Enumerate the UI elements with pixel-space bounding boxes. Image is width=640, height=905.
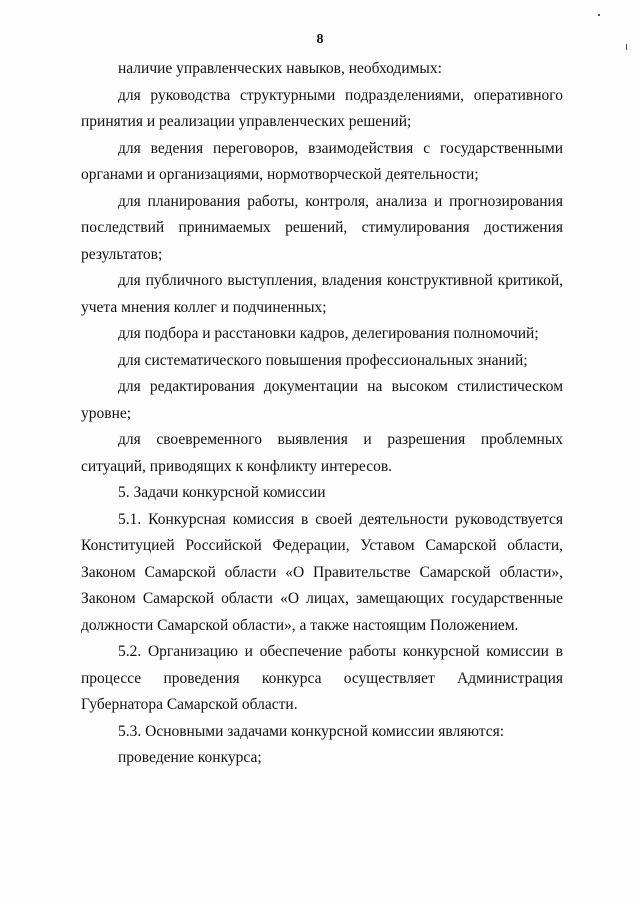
document-body — [81, 56, 563, 772]
scan-speck — [626, 44, 627, 50]
paragraph: для своевременного выявления и разрешения проблемных ситуаций, приводящих к конфликту интересов. — [81, 431, 563, 475]
section-heading: 5. Задачи конкурсной комиссии — [118, 484, 326, 501]
paragraph: наличие управленческих навыков, необходимых: — [118, 60, 442, 77]
page-number: 8 — [316, 32, 324, 47]
paragraph: для ведения переговоров, взаимодействия с государственными органами и организациями, нормотворческой деятельности; — [81, 139, 563, 183]
paragraph: для планирования работы, контроля, анализа и прогнозирования последствий принимаемых решений, стимулирования достижения результатов; — [81, 192, 563, 263]
paragraph: для систематического повышения профессиональных знаний; — [118, 351, 528, 369]
paragraph: для подбора и расстановки кадров, делегирования полномочий; — [118, 325, 539, 342]
paragraph: для руководства структурными подразделениями, оперативного принятия и реализации управленческих решений; — [81, 86, 563, 130]
paragraph: проведение конкурса; — [118, 749, 262, 766]
paragraph: 5.3. Основными задачами конкурсной комиссии являются: — [118, 722, 505, 740]
scan-speck — [598, 14, 600, 16]
paragraph: 5.1. Конкурсная комиссия в своей деятельности руководствуется Конституцией Российской Федерации, Уставом Самарской области, Законом Самарской области «О Правительстве Самарской области», Законом Самарской области «О лицах, замещающих государственные должности Самарской области», а также настоящим Положением. — [81, 510, 563, 634]
paragraph: для публичного выступления, владения конструктивной критикой, учета мнения коллег и подчиненных; — [81, 272, 563, 316]
paragraph: 5.2. Организацию и обеспечение работы конкурсной комиссии в процессе проведения конкурса осуществляет Администрация Губернатора Самарской области. — [81, 643, 563, 713]
paragraph: для редактирования документации на высоком стилистическом уровне; — [81, 378, 563, 422]
